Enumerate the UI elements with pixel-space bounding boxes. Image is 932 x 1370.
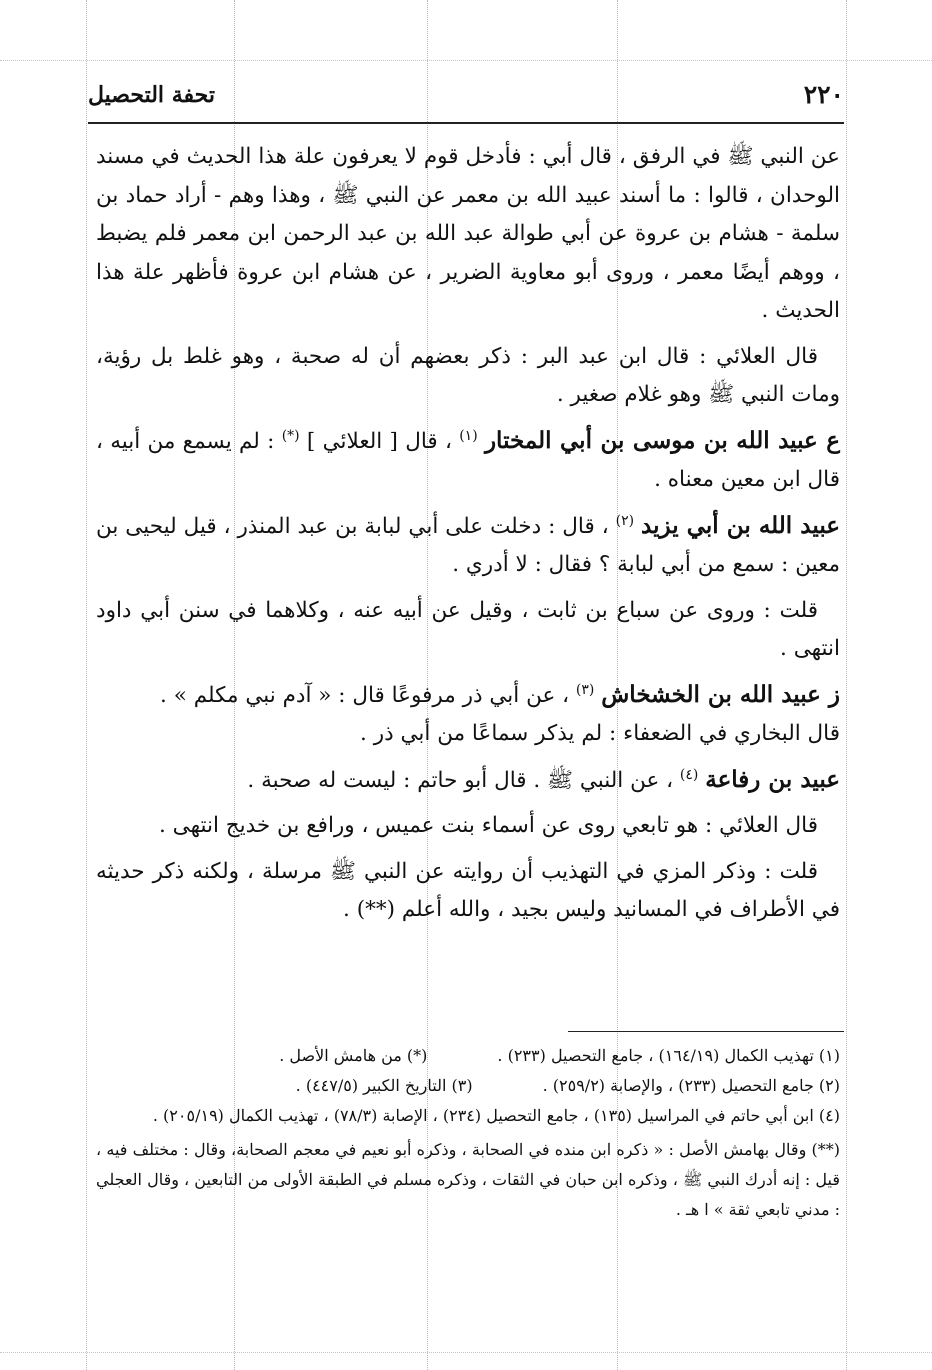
grid-line bbox=[0, 60, 932, 61]
entry-text: ، قال [ العلائي ] bbox=[306, 428, 452, 454]
entry bbox=[96, 676, 840, 716]
footnote: (**) وقال بهامش الأصل : « ذكره ابن منده في الصحابة ، وذكره أبو نعيم في معجم الصحابة، وقال : مختلف فيه ، قيل : إنه أدرك النبي ﷺ ، وذكره ابن حبان في الثقات ، وذكره مسلم في الطبقة الأولى من التابعين ، وقال العجلي : مدني تابعي ثقة » ا هـ . bbox=[96, 1140, 840, 1219]
footnote-ref: (١) bbox=[459, 427, 478, 444]
running-title: تحفة التحصيل bbox=[88, 82, 215, 108]
entry-name: ع عبيد الله بن موسى بن أبي المختار bbox=[484, 426, 840, 454]
paragraph: قال العلائي : قال ابن عبد البر : ذكر بعضهم أن له صحبة ، وهو غلط بل رؤية، ومات النبي ﷺ وهو غلام صغير . bbox=[96, 343, 840, 407]
page-number: ٢٢٠ bbox=[803, 80, 844, 109]
footnotes bbox=[96, 1041, 840, 1225]
footnote: (٤) ابن أبي حاتم في المراسيل (١٣٥) ، جامع التحصيل (٢٣٤) ، الإصابة (٧٨/٣) ، تهذيب الكمال (٢٠٥/١٩) . bbox=[152, 1106, 840, 1125]
main-text bbox=[96, 138, 840, 937]
footnote-ref: (*) bbox=[281, 427, 300, 444]
footnote: (*) من هامش الأصل . bbox=[279, 1046, 428, 1065]
entry-text: ، قال : دخلت على أبي لبابة بن عبد المنذر ، قيل ليحيى بن معين : سمع من أبي لبابة ؟ فقال : لا أدري . bbox=[96, 513, 840, 577]
entry-name: عبيد بن رفاعة bbox=[705, 765, 840, 793]
footnote: (١) تهذيب الكمال (١٦٤/١٩) ، جامع التحصيل (٢٣٣) . bbox=[497, 1046, 840, 1065]
entry bbox=[96, 422, 840, 500]
footnote-ref: (٤) bbox=[679, 766, 699, 783]
paragraph: قال البخاري في الضعفاء : لم يذكر سماعًا من أبي ذر . bbox=[360, 721, 840, 746]
entry bbox=[96, 507, 840, 585]
paragraph: عن النبي ﷺ في الرفق ، قال أبي : فأدخل قوم لا يعرفون علة هذا الحديث في مسند الوحدان ، قالوا : ما أسند عبيد الله بن معمر عن النبي ﷺ ، وهذا وهم - أراد حماد بن سلمة - هشام بن عروة عن أبي طوالة عبد الله بن عبد الرحمن ابن معمر فلم يضبط ، ووهم أيضًا معمر ، وروى أبو معاوية الضرير ، عن هشام ابن عروة فأظهر علة هذا الحديث . bbox=[96, 144, 840, 323]
footnote: (٢) جامع التحصيل (٢٣٣) ، والإصابة (٢٥٩/٢) . bbox=[542, 1076, 840, 1095]
footnote: (٣) التاريخ الكبير (٤٤٧/٥) . bbox=[295, 1076, 473, 1095]
entry-text: : لم يسمع من أبيه ، قال ابن معين معناه . bbox=[96, 428, 840, 492]
footnote-row bbox=[96, 1071, 840, 1101]
entry-name: ز عبيد الله بن الخشخاش bbox=[601, 680, 840, 708]
paragraph: قلت : وروى عن سباع بن ثابت ، وقيل عن أبيه عنه ، وكلاهما في سنن أبي داود انتهى . bbox=[96, 597, 840, 661]
paragraph: قلت : وذكر المزي في التهذيب أن روايته عن النبي ﷺ مرسلة ، ولكنه ذكر حديثه في الأطراف في المسانيد وليس بجيد ، والله أعلم (**) . bbox=[96, 858, 840, 922]
footnote-ref: (٣) bbox=[575, 681, 595, 698]
entry bbox=[96, 761, 840, 801]
footnote-row bbox=[96, 1041, 840, 1071]
header-rule bbox=[88, 122, 844, 124]
grid-line bbox=[86, 0, 87, 1370]
entry-text: ، عن أبي ذر مرفوعًا قال : « آدم نبي مكلم » . bbox=[160, 682, 570, 708]
footnote-rule bbox=[568, 1031, 844, 1032]
entry-name: عبيد الله بن أبي يزيد bbox=[641, 511, 840, 539]
grid-line bbox=[846, 0, 847, 1370]
footnote-ref: (٢) bbox=[615, 512, 635, 529]
entry-text: ، عن النبي ﷺ . قال أبو حاتم : ليست له صحبة . bbox=[247, 767, 674, 793]
page-header bbox=[88, 78, 844, 122]
grid-line bbox=[0, 1352, 932, 1353]
paragraph: قال العلائي : هو تابعي روى عن أسماء بنت عميس ، ورافع بن خديج انتهى . bbox=[159, 813, 818, 838]
